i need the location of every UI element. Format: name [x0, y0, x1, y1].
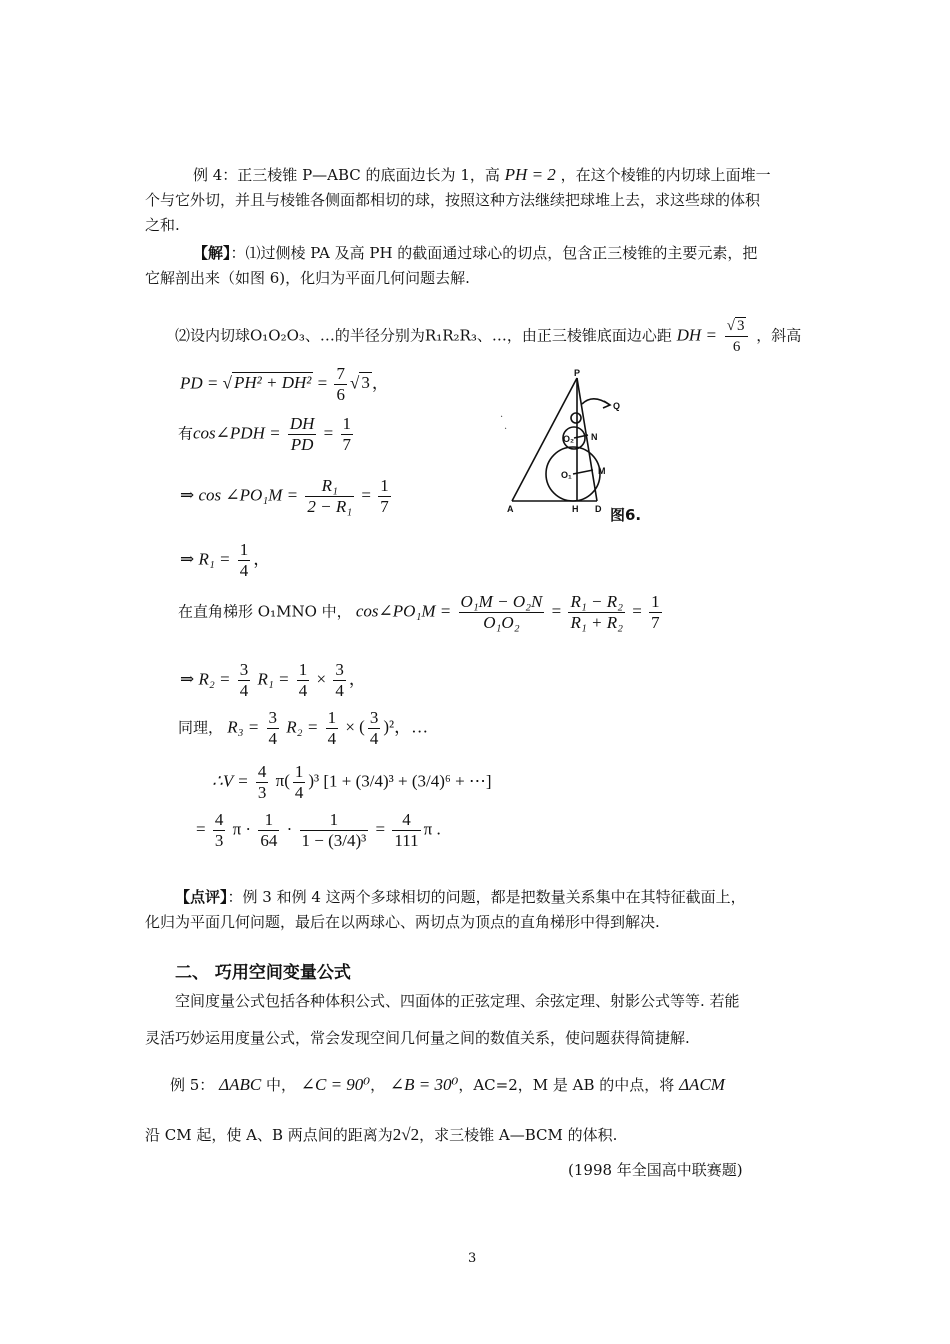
figure-6	[490, 368, 670, 533]
figure-label-m: M	[598, 466, 606, 476]
r3-result: 同理， R₃ = $\frac{3}{4}$ R₂ = $\frac{1}{4}$ × ( $\frac{3}{4}$ )²，…	[178, 708, 429, 748]
solution-line1: 【解】：⑴过侧棱 PA 及高 PH 的截面通过球心的切点，包含正三棱锥的主要元素，把	[193, 244, 758, 262]
example4-line1: 例 4：正三棱锥 P—ABC 的底面边长为 1，高 PH = 2 ，在这个棱锥的内切球上面堆一	[193, 165, 771, 184]
section-2-line1: 空间度量公式包括各种体积公式、四面体的正弦定理、余弦定理、射影公式等等. 若能	[175, 992, 740, 1010]
section-2-heading: 二、 巧用空间变量公式	[175, 963, 351, 983]
svg-text:·: ·	[504, 424, 508, 435]
section-2-line2: 灵活巧妙运用度量公式，常会发现空间几何量之间的数值关系，使问题获得简捷解.	[145, 1029, 690, 1047]
solution-step2: ⑵设内切球O₁O₂O₃、…的半径分别为R₁R₂R₃、…，由正三棱锥底面边心距 DH = $\frac{√ 3}{6}$ ，斜高	[175, 318, 802, 355]
volume-sum: ∴V = $\frac{4}{3}$ π( $\frac{1}{4}$ )³ [1 + (3/4)³ + (3/4)⁶ + ⋯]	[212, 762, 492, 802]
figure-label-q: Q	[613, 401, 621, 411]
svg-text:·: ·	[500, 412, 504, 423]
figure-label-n: N	[591, 432, 598, 442]
volume-result: = $\frac{4}{3}$ π · $\frac{1}{64}$ · $\frac{1}{\text{1 − (3/4)³}}$ = $\frac{4}{111}$ π .	[196, 810, 441, 850]
ph-expression: PH = 2	[504, 165, 556, 184]
r1-result: ⇒ R₁ = $\frac{1}{4}$ ，	[180, 540, 271, 580]
comment-label: 【点评】	[175, 888, 228, 906]
figure-caption: 图6.	[610, 506, 642, 524]
solution-line2: 它解剖出来（如图 6)，化归为平面几何问题去解.	[145, 269, 470, 287]
figure-ball-o3	[571, 413, 581, 423]
example5-source: (1998 年全国高中联赛题)	[568, 1161, 743, 1179]
trapezoid-equation: 在直角梯形 O₁MNO 中， cos∠PO₁M = $\frac{\text{O₁M − O₂N}}{\text{O₁O₂}}$ = $\frac{\text{R₁ − R₂}}{\text{R₁ + R₂}}$ = $\frac{1}{7}$	[178, 592, 660, 632]
example4-line3: 之和.	[145, 216, 180, 234]
figure-label-o2: O₂	[563, 434, 574, 444]
r2-result: ⇒ R₂ = $\frac{3}{4}$ R₁ = $\frac{1}{4}$ × $\frac{3}{4}$ ，	[180, 660, 366, 700]
figure-label-o1: O₁	[561, 470, 572, 480]
cos-po1m-equation: ⇒ cos ∠PO₁M = $\frac{\text{R₁}}{\text{2 − R₁}}$ = $\frac{1}{7}$	[180, 476, 389, 516]
comment-line1: 【点评】：例 3 和例 4 这两个多球相切的问题，都是把数量关系集中在其特征截面上，	[175, 888, 746, 906]
comment-line2: 化归为平面几何问题，最后在以两球心、两切点为顶点的直角梯形中得到解决.	[145, 913, 660, 931]
figure-label-d: D	[595, 504, 602, 514]
solution-label: 【解】	[193, 244, 231, 262]
example4-line2: 个与它外切，并且与棱锥各侧面都相切的球，按照这种方法继续把球堆上去，求这些球的体积	[145, 191, 761, 209]
pd-equation: PD = √ PH² + DH² = $\frac{7}{6}$ √ 3 ，	[180, 364, 389, 404]
figure-label-p: P	[574, 368, 581, 378]
cos-pdh-equation: 有cos∠PDH = $\frac{DH}{PD}$ = $\frac{1}{7}$	[178, 414, 351, 454]
example5-line1: 例 5： ΔABC 中， ∠C = 90⁰， ∠B = 30⁰，AC=2，M 是 AB 的中点，将 ΔACM	[170, 1075, 725, 1094]
figure-label-a: A	[507, 504, 514, 514]
page-number: 3	[468, 1251, 477, 1266]
example5-line2: 沿 CM 起，使 A、B 两点间的距离为2√2，求三棱锥 A—BCM 的体积.	[145, 1125, 618, 1144]
figure-label-h: H	[572, 504, 579, 514]
